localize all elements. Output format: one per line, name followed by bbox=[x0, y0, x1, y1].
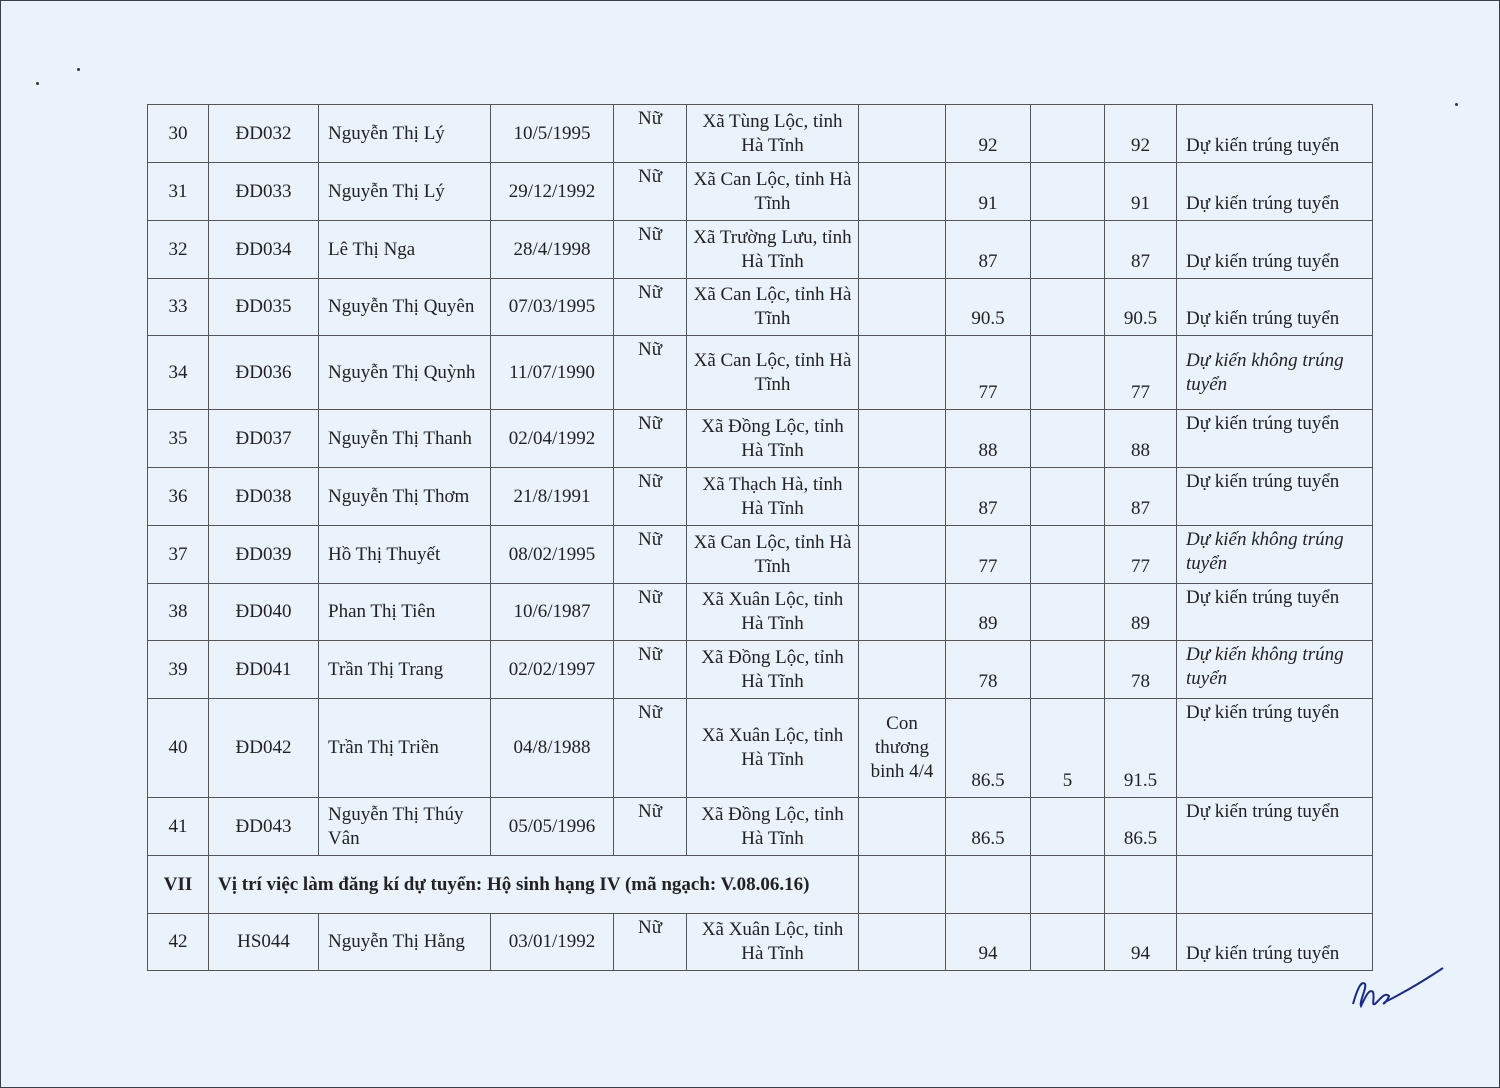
signature-initials bbox=[1345, 962, 1445, 1012]
result: Dự kiến trúng tuyển bbox=[1177, 584, 1373, 641]
candidate-code: ĐD035 bbox=[209, 279, 319, 336]
candidate-name: Nguyễn Thị Hằng bbox=[319, 914, 491, 971]
birth-date: 10/5/1995 bbox=[491, 105, 614, 163]
gender: Nữ bbox=[614, 798, 687, 856]
birth-date: 29/12/1992 bbox=[491, 163, 614, 221]
total-score: 88 bbox=[1105, 410, 1177, 468]
exam-score: 92 bbox=[946, 105, 1031, 163]
empty-cell bbox=[1177, 856, 1373, 914]
bonus-points bbox=[1031, 914, 1105, 971]
candidate-name: Trần Thị Trang bbox=[319, 641, 491, 699]
birth-date: 08/02/1995 bbox=[491, 526, 614, 584]
result: Dự kiến không trúng tuyển bbox=[1177, 641, 1373, 699]
bonus-points bbox=[1031, 641, 1105, 699]
total-score: 86.5 bbox=[1105, 798, 1177, 856]
result: Dự kiến trúng tuyển bbox=[1177, 163, 1373, 221]
gender: Nữ bbox=[614, 410, 687, 468]
bonus-points bbox=[1031, 584, 1105, 641]
result: Dự kiến trúng tuyển bbox=[1177, 468, 1373, 526]
row-number: 40 bbox=[148, 699, 209, 798]
gender: Nữ bbox=[614, 468, 687, 526]
exam-score: 77 bbox=[946, 526, 1031, 584]
bonus-points bbox=[1031, 279, 1105, 336]
table-row bbox=[148, 163, 1373, 221]
table-row bbox=[148, 641, 1373, 699]
total-score: 87 bbox=[1105, 468, 1177, 526]
priority-category bbox=[859, 584, 946, 641]
candidate-name: Nguyễn Thị Thúy Vân bbox=[319, 798, 491, 856]
result: Dự kiến trúng tuyển bbox=[1177, 798, 1373, 856]
priority-category: Con thương binh 4/4 bbox=[859, 699, 946, 798]
result: Dự kiến không trúng tuyển bbox=[1177, 336, 1373, 410]
exam-score: 87 bbox=[946, 221, 1031, 279]
total-score: 91.5 bbox=[1105, 699, 1177, 798]
bonus-points: 5 bbox=[1031, 699, 1105, 798]
exam-score: 89 bbox=[946, 584, 1031, 641]
gender: Nữ bbox=[614, 641, 687, 699]
priority-category bbox=[859, 914, 946, 971]
candidate-name: Hồ Thị Thuyết bbox=[319, 526, 491, 584]
row-number: 38 bbox=[148, 584, 209, 641]
total-score: 90.5 bbox=[1105, 279, 1177, 336]
address: Xã Can Lộc, tỉnh Hà Tĩnh bbox=[687, 163, 859, 221]
total-score: 91 bbox=[1105, 163, 1177, 221]
priority-category bbox=[859, 410, 946, 468]
address: Xã Xuân Lộc, tỉnh Hà Tĩnh bbox=[687, 699, 859, 798]
birth-date: 07/03/1995 bbox=[491, 279, 614, 336]
bonus-points bbox=[1031, 526, 1105, 584]
candidate-code: ĐD042 bbox=[209, 699, 319, 798]
birth-date: 21/8/1991 bbox=[491, 468, 614, 526]
birth-date: 11/07/1990 bbox=[491, 336, 614, 410]
address: Xã Thạch Hà, tỉnh Hà Tĩnh bbox=[687, 468, 859, 526]
scan-speck bbox=[77, 68, 80, 71]
gender: Nữ bbox=[614, 221, 687, 279]
empty-cell bbox=[946, 856, 1031, 914]
address: Xã Đồng Lộc, tỉnh Hà Tĩnh bbox=[687, 410, 859, 468]
table-row bbox=[148, 914, 1373, 971]
birth-date: 02/04/1992 bbox=[491, 410, 614, 468]
total-score: 92 bbox=[1105, 105, 1177, 163]
section-number: VII bbox=[148, 856, 209, 914]
table-row bbox=[148, 584, 1373, 641]
priority-category bbox=[859, 798, 946, 856]
exam-score: 86.5 bbox=[946, 798, 1031, 856]
row-number: 36 bbox=[148, 468, 209, 526]
table-row bbox=[148, 410, 1373, 468]
candidate-name: Nguyễn Thị Lý bbox=[319, 163, 491, 221]
exam-score: 91 bbox=[946, 163, 1031, 221]
candidate-code: ĐD041 bbox=[209, 641, 319, 699]
priority-category bbox=[859, 221, 946, 279]
total-score: 94 bbox=[1105, 914, 1177, 971]
empty-cell bbox=[1031, 856, 1105, 914]
table-row bbox=[148, 468, 1373, 526]
bonus-points bbox=[1031, 798, 1105, 856]
exam-score: 94 bbox=[946, 914, 1031, 971]
table-row bbox=[148, 699, 1373, 798]
row-number: 39 bbox=[148, 641, 209, 699]
gender: Nữ bbox=[614, 584, 687, 641]
result: Dự kiến trúng tuyển bbox=[1177, 914, 1373, 971]
birth-date: 02/02/1997 bbox=[491, 641, 614, 699]
priority-category bbox=[859, 279, 946, 336]
birth-date: 28/4/1998 bbox=[491, 221, 614, 279]
row-number: 31 bbox=[148, 163, 209, 221]
candidate-code: ĐD036 bbox=[209, 336, 319, 410]
birth-date: 05/05/1996 bbox=[491, 798, 614, 856]
candidate-name: Phan Thị Tiên bbox=[319, 584, 491, 641]
total-score: 77 bbox=[1105, 336, 1177, 410]
empty-cell bbox=[859, 856, 946, 914]
result: Dự kiến trúng tuyển bbox=[1177, 279, 1373, 336]
candidate-name: Nguyễn Thị Quỳnh bbox=[319, 336, 491, 410]
gender: Nữ bbox=[614, 336, 687, 410]
exam-score: 86.5 bbox=[946, 699, 1031, 798]
address: Xã Xuân Lộc, tỉnh Hà Tĩnh bbox=[687, 584, 859, 641]
bonus-points bbox=[1031, 105, 1105, 163]
bonus-points bbox=[1031, 336, 1105, 410]
total-score: 87 bbox=[1105, 221, 1177, 279]
row-number: 42 bbox=[148, 914, 209, 971]
priority-category bbox=[859, 163, 946, 221]
result: Dự kiến trúng tuyển bbox=[1177, 221, 1373, 279]
total-score: 77 bbox=[1105, 526, 1177, 584]
address: Xã Xuân Lộc, tỉnh Hà Tĩnh bbox=[687, 914, 859, 971]
result: Dự kiến không trúng tuyển bbox=[1177, 526, 1373, 584]
candidate-table bbox=[147, 104, 1373, 971]
priority-category bbox=[859, 105, 946, 163]
candidate-code: HS044 bbox=[209, 914, 319, 971]
result: Dự kiến trúng tuyển bbox=[1177, 699, 1373, 798]
exam-score: 88 bbox=[946, 410, 1031, 468]
birth-date: 03/01/1992 bbox=[491, 914, 614, 971]
empty-cell bbox=[1105, 856, 1177, 914]
section-title: Vị trí việc làm đăng kí dự tuyển: Hộ sinh hạng IV (mã ngạch: V.08.06.16) bbox=[209, 856, 859, 914]
result: Dự kiến trúng tuyển bbox=[1177, 410, 1373, 468]
gender: Nữ bbox=[614, 163, 687, 221]
candidate-code: ĐD032 bbox=[209, 105, 319, 163]
gender: Nữ bbox=[614, 914, 687, 971]
candidate-name: Trần Thị Triền bbox=[319, 699, 491, 798]
exam-score: 90.5 bbox=[946, 279, 1031, 336]
candidate-code: ĐD034 bbox=[209, 221, 319, 279]
scan-speck bbox=[1455, 103, 1458, 106]
priority-category bbox=[859, 336, 946, 410]
bonus-points bbox=[1031, 163, 1105, 221]
table-row bbox=[148, 798, 1373, 856]
bonus-points bbox=[1031, 221, 1105, 279]
gender: Nữ bbox=[614, 526, 687, 584]
result: Dự kiến trúng tuyển bbox=[1177, 105, 1373, 163]
row-number: 41 bbox=[148, 798, 209, 856]
gender: Nữ bbox=[614, 279, 687, 336]
row-number: 30 bbox=[148, 105, 209, 163]
priority-category bbox=[859, 526, 946, 584]
candidate-name: Nguyễn Thị Quyên bbox=[319, 279, 491, 336]
exam-score: 78 bbox=[946, 641, 1031, 699]
candidate-code: ĐD037 bbox=[209, 410, 319, 468]
gender: Nữ bbox=[614, 105, 687, 163]
birth-date: 04/8/1988 bbox=[491, 699, 614, 798]
row-number: 35 bbox=[148, 410, 209, 468]
birth-date: 10/6/1987 bbox=[491, 584, 614, 641]
bonus-points bbox=[1031, 410, 1105, 468]
exam-score: 77 bbox=[946, 336, 1031, 410]
candidate-name: Nguyễn Thị Thơm bbox=[319, 468, 491, 526]
address: Xã Đồng Lộc, tỉnh Hà Tĩnh bbox=[687, 798, 859, 856]
exam-score: 87 bbox=[946, 468, 1031, 526]
address: Xã Can Lộc, tỉnh Hà Tĩnh bbox=[687, 279, 859, 336]
candidate-code: ĐD039 bbox=[209, 526, 319, 584]
priority-category bbox=[859, 641, 946, 699]
row-number: 34 bbox=[148, 336, 209, 410]
table-row bbox=[148, 526, 1373, 584]
table-row bbox=[148, 279, 1373, 336]
priority-category bbox=[859, 468, 946, 526]
bonus-points bbox=[1031, 468, 1105, 526]
address: Xã Tùng Lộc, tỉnh Hà Tĩnh bbox=[687, 105, 859, 163]
candidate-code: ĐD033 bbox=[209, 163, 319, 221]
address: Xã Trường Lưu, tỉnh Hà Tĩnh bbox=[687, 221, 859, 279]
candidate-code: ĐD043 bbox=[209, 798, 319, 856]
candidate-code: ĐD038 bbox=[209, 468, 319, 526]
candidate-name: Nguyễn Thị Lý bbox=[319, 105, 491, 163]
scan-speck bbox=[36, 82, 39, 85]
gender: Nữ bbox=[614, 699, 687, 798]
total-score: 89 bbox=[1105, 584, 1177, 641]
candidate-name: Lê Thị Nga bbox=[319, 221, 491, 279]
table-row bbox=[148, 105, 1373, 163]
address: Xã Đồng Lộc, tỉnh Hà Tĩnh bbox=[687, 641, 859, 699]
total-score: 78 bbox=[1105, 641, 1177, 699]
row-number: 37 bbox=[148, 526, 209, 584]
table-row bbox=[148, 221, 1373, 279]
address: Xã Can Lộc, tỉnh Hà Tĩnh bbox=[687, 336, 859, 410]
row-number: 32 bbox=[148, 221, 209, 279]
candidate-code: ĐD040 bbox=[209, 584, 319, 641]
row-number: 33 bbox=[148, 279, 209, 336]
table-row bbox=[148, 336, 1373, 410]
address: Xã Can Lộc, tỉnh Hà Tĩnh bbox=[687, 526, 859, 584]
section-header-row bbox=[148, 856, 1373, 914]
candidate-name: Nguyễn Thị Thanh bbox=[319, 410, 491, 468]
